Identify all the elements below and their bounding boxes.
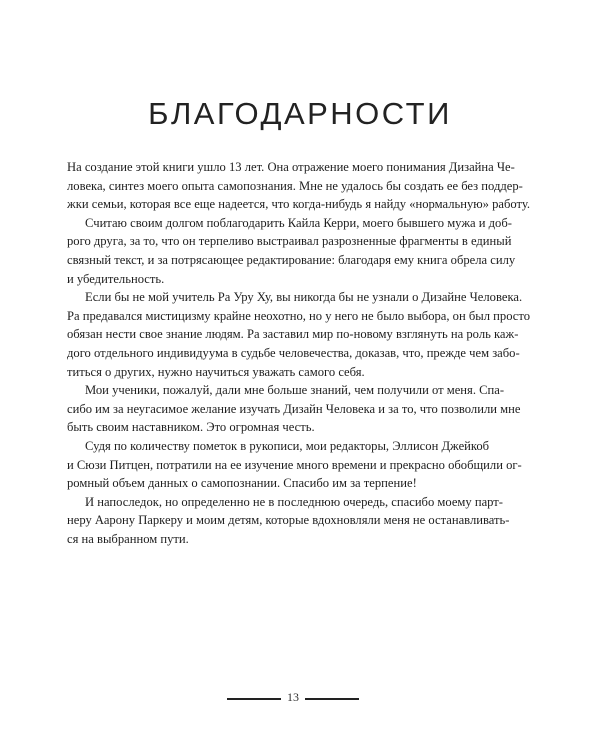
acknowledgements-text	[67, 158, 529, 548]
text-line: неру Аарону Паркеру и моим детям, которые вдохновляли меня не останавливать-	[67, 513, 510, 528]
footer-rule-right	[305, 698, 359, 700]
text-line: сибо им за неугасимое желание изучать Дизайн Человека и за то, что позволили мне	[67, 401, 521, 416]
text-line: Мои ученики, пожалуй, дали мне больше знаний, чем получили от меня. Спа-	[85, 383, 505, 398]
page-footer	[0, 689, 600, 709]
page-title: БЛАГОДАРНОСТИ	[148, 96, 452, 131]
text-line: ся на выбранном пути.	[67, 531, 189, 546]
footer-rule-left	[227, 698, 281, 700]
text-line: ловека, синтез моего опыта самопознания. Мне не удалось бы создать ее без поддер-	[67, 178, 523, 193]
text-line: дого отдельного индивидуума в судьбе человечества, доказав, что, прежде чем забо-	[67, 345, 520, 360]
text-line: ромный объем данных о самопознании. Спасибо им за терпение!	[67, 476, 417, 491]
text-line: и Сюзи Питцен, потратили на ее изучение много времени и прекрасно обобщили ог-	[67, 457, 522, 472]
text-line: связный текст, и за потрясающее редактирование: благодаря ему книга обрела силу	[67, 252, 516, 267]
text-line: На создание этой книги ушло 13 лет. Она отражение моего понимания Дизайна Че-	[67, 160, 515, 174]
page-number: 13	[287, 690, 299, 704]
text-line: рого друга, за то, что он терпеливо выстраивал разрозненные фрагменты в единый	[67, 234, 512, 249]
text-line: обязан нести свое знание людям. Ра заставил мир по-новому взглянуть на роль каж-	[67, 327, 519, 342]
text-line: Если бы не мой учитель Ра Уру Ху, вы никогда бы не узнали о Дизайне Человека.	[85, 290, 523, 305]
text-line: Считаю своим долгом поблагодарить Кайла Керри, моего бывшего мужа и доб-	[85, 215, 512, 230]
text-line: титься о других, нужно научиться уважать самого себя.	[67, 364, 365, 379]
text-line: Судя по количеству пометок в рукописи, мои редакторы, Эллисон Джейкоб	[85, 438, 490, 453]
text-line: жки семьи, которая все еще надеется, что когда-нибудь я найду «нормальную» работу.	[67, 197, 531, 212]
text-line: И напоследок, но определенно не в последнюю очередь, спасибо моему парт-	[85, 494, 503, 509]
text-line: Ра предавался мистицизму крайне неохотно, но у него не было выбора, он был просто	[67, 308, 531, 323]
text-line: и убедительность.	[67, 271, 165, 286]
text-line: быть своим наставником. Это огромная честь.	[67, 420, 315, 435]
